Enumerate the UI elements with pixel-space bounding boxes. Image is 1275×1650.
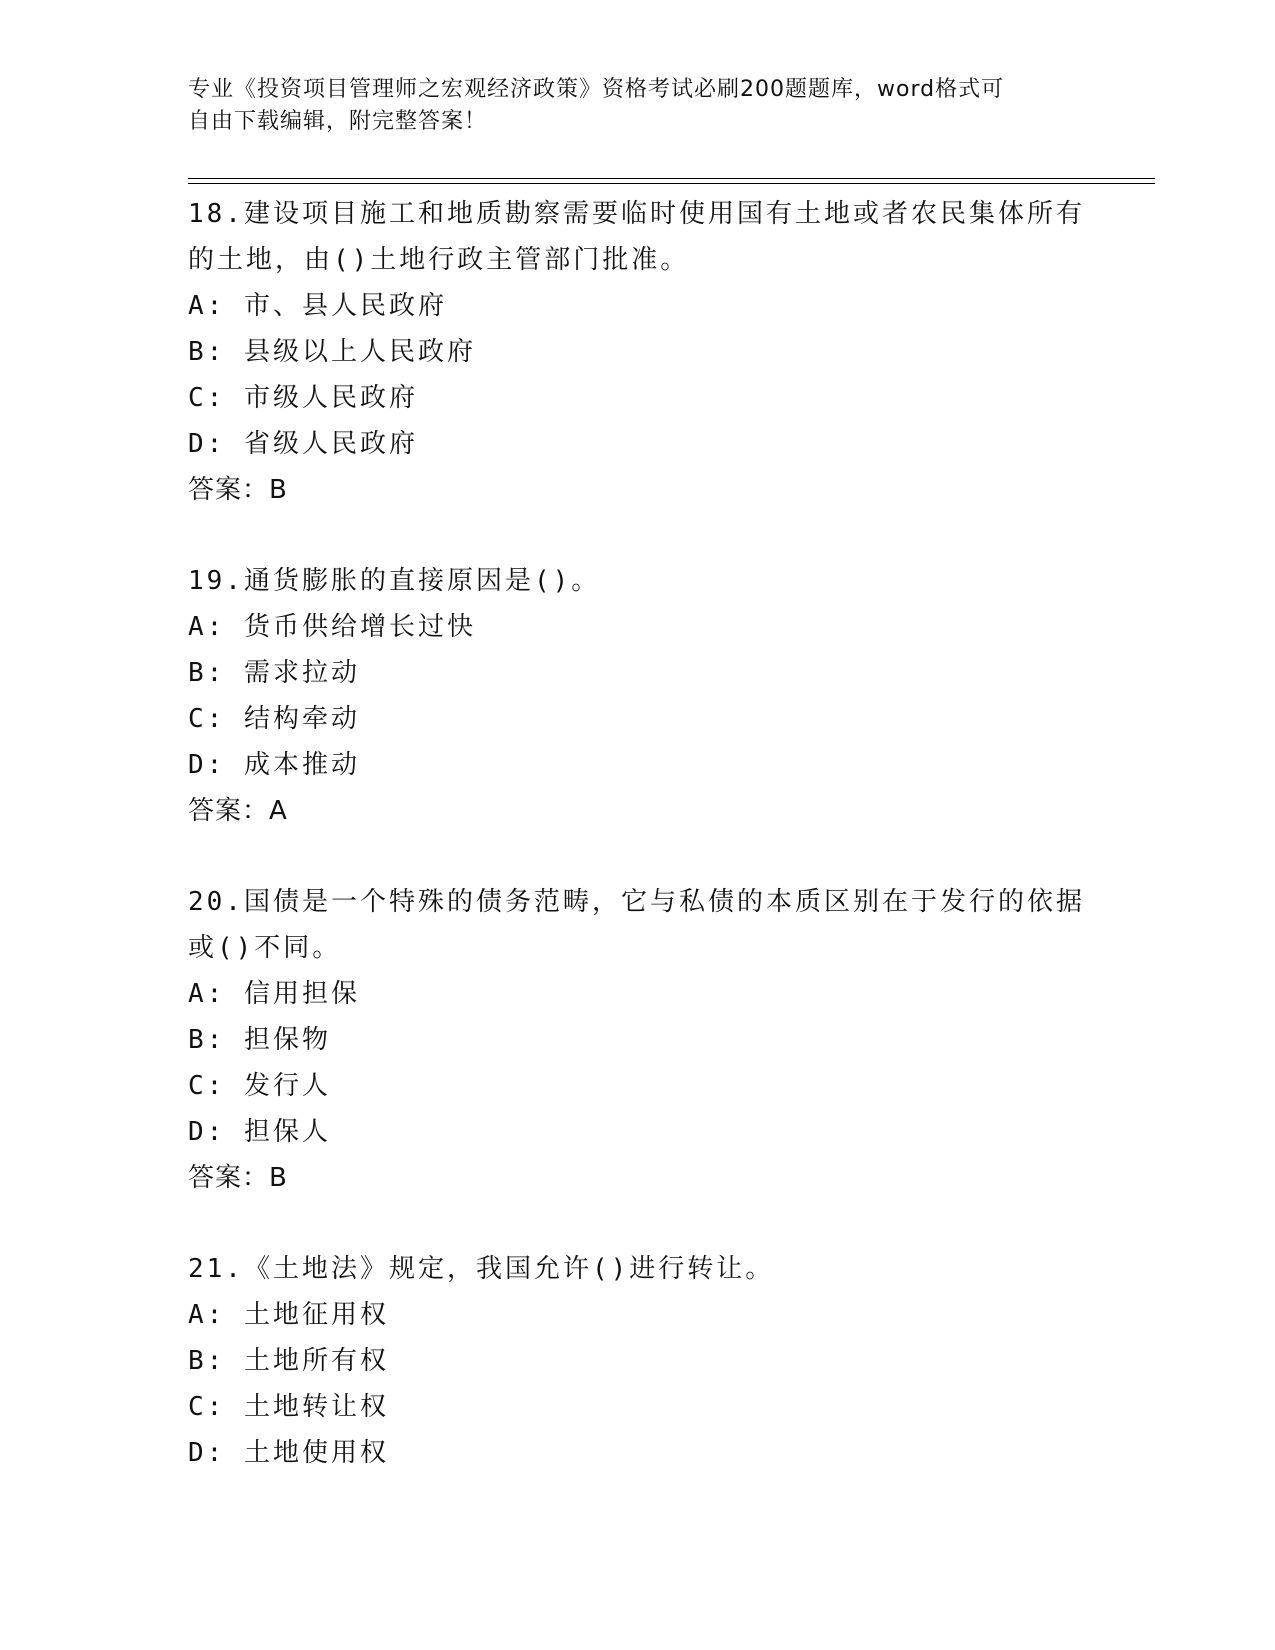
option-c: C: 市级人民政府 xyxy=(188,383,418,413)
question-stem: 18.建设项目施工和地质勘察需要临时使用国有土地或者农民集体所有 xyxy=(188,199,1085,229)
answer: 答案：B xyxy=(188,1163,288,1193)
option-d: D: 成本推动 xyxy=(188,750,360,780)
question-19 xyxy=(188,558,1088,834)
question-stem-continued: 或()不同。 xyxy=(188,933,342,963)
option-a: A: 市、县人民政府 xyxy=(188,291,447,321)
question-spacer xyxy=(188,1201,1088,1246)
option-b: B: 担保物 xyxy=(188,1025,331,1055)
document-header xyxy=(188,74,1088,138)
option-c: C: 结构牵动 xyxy=(188,704,360,734)
option-b: B: 县级以上人民政府 xyxy=(188,337,476,367)
question-21 xyxy=(188,1246,1088,1476)
header-line-2: 自由下载编辑，附完整答案！ xyxy=(188,109,488,134)
question-stem: 19.通货膨胀的直接原因是()。 xyxy=(188,566,601,596)
option-b: B: 需求拉动 xyxy=(188,658,360,688)
header-divider-bottom xyxy=(188,183,1155,184)
header-line-1: 专业《投资项目管理师之宏观经济政策》资格考试必刷200题题库，word格式可 xyxy=(188,77,1005,102)
option-d: D: 土地使用权 xyxy=(188,1438,389,1468)
question-18 xyxy=(188,191,1088,513)
option-c: C: 土地转让权 xyxy=(188,1392,389,1422)
option-a: A: 信用担保 xyxy=(188,979,360,1009)
question-20 xyxy=(188,879,1088,1201)
question-spacer xyxy=(188,834,1088,879)
question-list xyxy=(188,191,1088,1476)
question-spacer xyxy=(188,513,1088,558)
option-b: B: 土地所有权 xyxy=(188,1346,389,1376)
header-divider-top xyxy=(188,178,1155,179)
question-stem: 20.国债是一个特殊的债务范畴，它与私债的本质区别在于发行的依据 xyxy=(188,887,1085,917)
answer: 答案：A xyxy=(188,796,288,826)
option-c: C: 发行人 xyxy=(188,1071,331,1101)
question-stem-continued: 的土地，由()土地行政主管部门批准。 xyxy=(188,245,690,275)
option-d: D: 省级人民政府 xyxy=(188,429,418,459)
option-a: A: 土地征用权 xyxy=(188,1300,389,1330)
option-a: A: 货币供给增长过快 xyxy=(188,612,476,642)
option-d: D: 担保人 xyxy=(188,1117,331,1147)
question-stem: 21.《土地法》规定，我国允许()进行转让。 xyxy=(188,1254,775,1284)
answer: 答案：B xyxy=(188,475,288,505)
